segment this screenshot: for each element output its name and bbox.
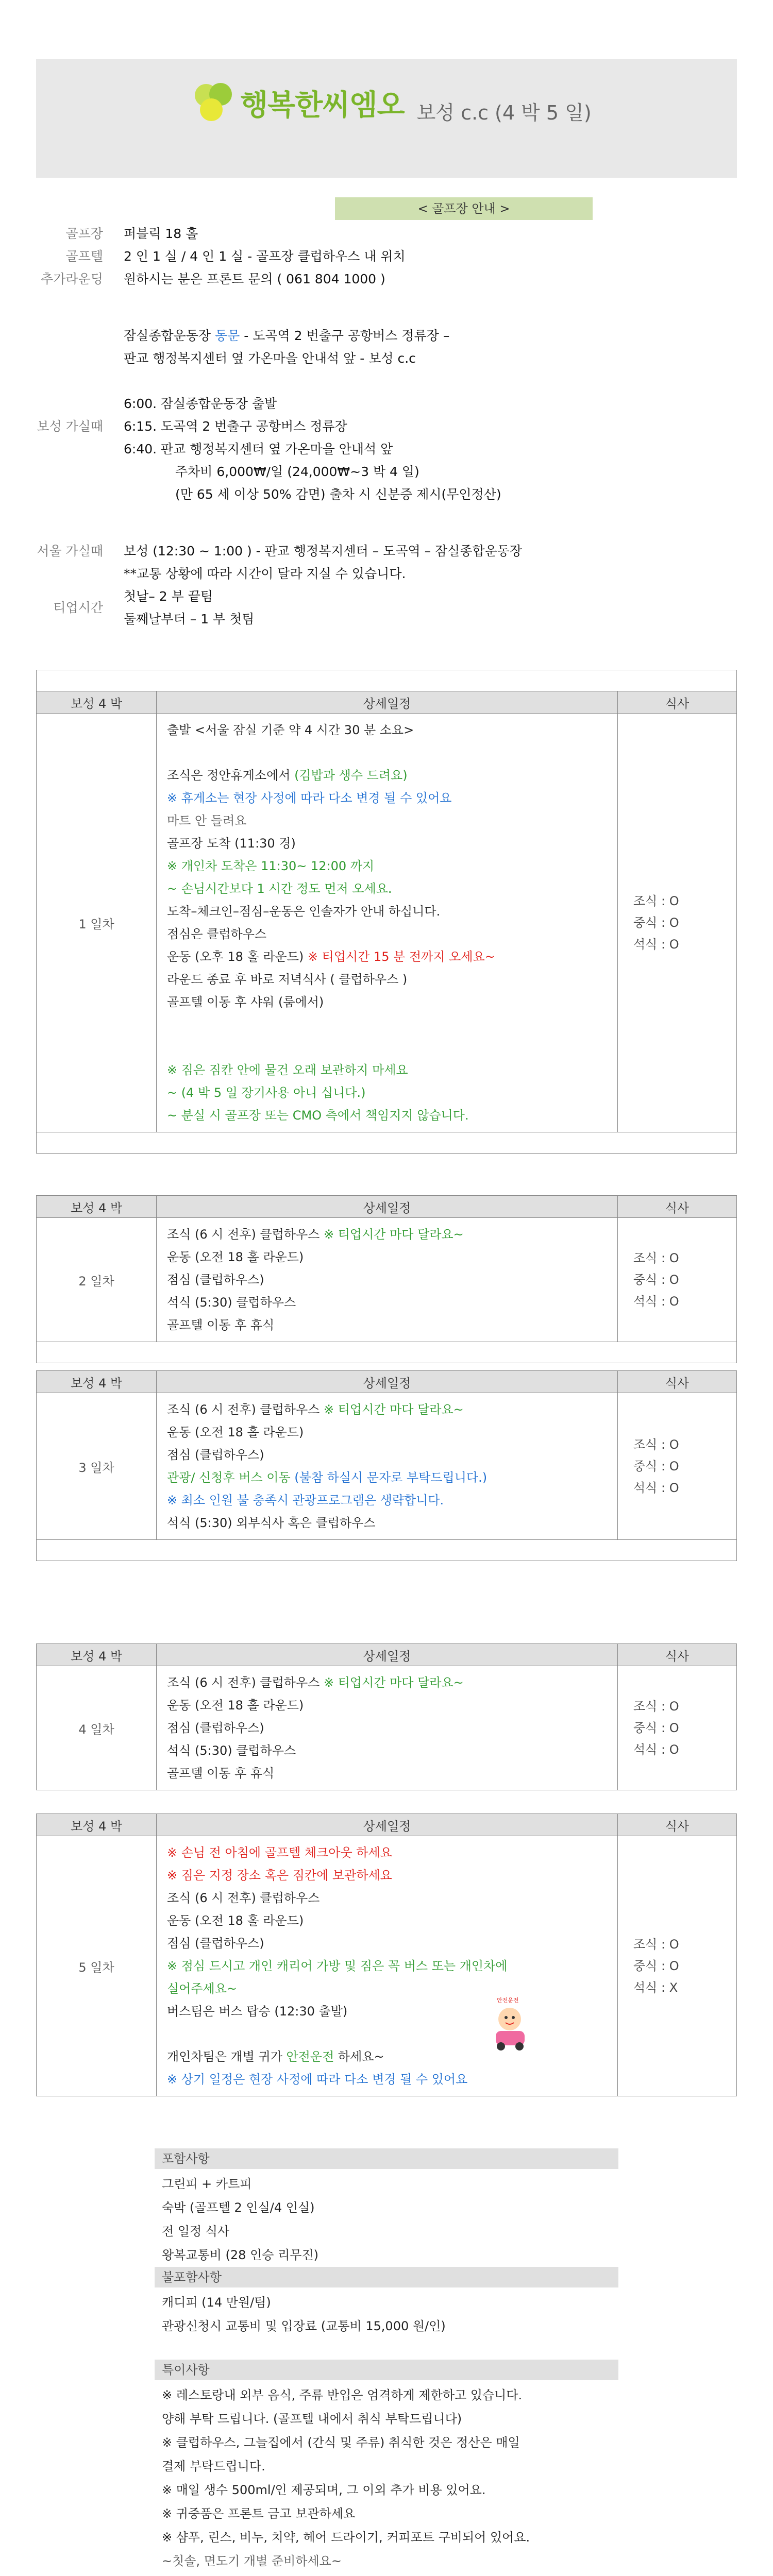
schedule-day3: 보성 4 박 상세일정 식사 3 일차 조식 (6 시 전후) 클럽하우스 ※ 티업시간 마다 달라요~ 운동 (오전 18 홀 라운드) 점심 (클럽하우스) 관광/ 신청후 버스 이동 (불참 하실시 문자로 부탁드립니다.) ※ 최소 인원 불 충족시 관광프로그램은 생략합니다. 석식 (5:30) 외부식사 혹은 클럽하우스 조식 : O 중식 : O 석식 : O xyxy=(36,1370,737,1561)
return-line-2: **교통 상황에 따라 시간이 달라 지실 수 있습니다. xyxy=(124,566,406,581)
bus-route-line-1: 잠실종합운동장 동문 - 도곡역 2 번출구 공항버스 정류장 – xyxy=(124,328,450,343)
bus-time-3: 6:40. 판교 행정복지센터 옆 가온마을 안내석 앞 xyxy=(124,442,393,456)
info-extra-round: 추가라운딩 원하시는 분은 프론트 문의 ( 061 804 1000 ) xyxy=(41,272,385,286)
day-label: 2 일차 xyxy=(37,1218,157,1342)
excluded-box: 불포함사항 캐디피 (14 만원/팀) 관광신청시 교통비 및 입장료 (교통비 15,000 원/인) xyxy=(155,2267,618,2341)
included-title: 포함사항 xyxy=(155,2148,618,2169)
parking-fee: 주차비 6,000₩/일 (24,000₩~3 박 4 일) xyxy=(175,464,419,479)
day-label: 3 일차 xyxy=(37,1393,157,1540)
day-plan: ※ 손님 전 아침에 골프텔 체크아웃 하세요 ※ 짐은 지정 장소 혹은 짐칸에 보관하세요 조식 (6 시 전후) 클럽하우스 운동 (오전 18 홀 라운드) 점심 (클럽하우스) ※ 점심 드시고 개인 캐리어 가방 및 짐은 꼭 버스 또는 개인차에 실어주세요~ 버스팀은 버스 탑승 (12:30 출발) 개인차팀은 개별 귀가 안전운전 하세요~ ※ 상기 일정은 현장 사정에 따라 다소 변경 될 수 있어요 안전운전 xyxy=(157,1836,618,2096)
bus-time-2: 보성 가실때 6:15. 도곡역 2 번출구 공항버스 정류장 xyxy=(37,419,347,434)
info-golftel: 골프텔 2 인 1 실 / 4 인 1 실 - 골프장 클럽하우스 내 위치 xyxy=(65,249,406,264)
tee-line-1: 첫날– 2 부 끝팀 xyxy=(124,589,213,604)
schedule-day5: 보성 4 박 상세일정 식사 5 일차 ※ 손님 전 아침에 골프텔 체크아웃 하세요 ※ 짐은 지정 장소 혹은 짐칸에 보관하세요 조식 (6 시 전후) 클럽하우스 운동 (오전 18 홀 라운드) 점심 (클럽하우스) ※ 점심 드시고 개인 캐리어 가방 및 짐은 꼭 버스 또는 개인차에 실어주세요~ 버스팀은 버스 탑승 (12:30 출발) 개인차팀은 개별 귀가 안전운전 하세요~ ※ 상기 일정은 현장 사정에 따라 다소 변경 될 수 있어요 안전운전 조식 : O 중식 : O 석식 : X xyxy=(36,1814,737,2096)
schedule-day4: 보성 4 박 상세일정 식사 4 일차 조식 (6 시 전후) 클럽하우스 ※ 티업시간 마다 달라요~ 운동 (오전 18 홀 라운드) 점심 (클럽하우스) 석식 (5:30) 클럽하우스 골프텔 이동 후 휴식 조식 : O 중식 : O 석식 : O xyxy=(36,1643,737,1790)
notes-box: 특이사항 ※ 레스토랑내 외부 음식, 주류 반입은 엄격하게 제한하고 있습니다. 양해 부탁 드립니다. (골프텔 내에서 취식 부탁드립니다) ※ 클럽하우스, 그늘집에서 (간식 및 주류) 취식한 것은 정산은 매일 결제 부탁드립니다. ※ 매일 생수 500ml/인 제공되며, 그 이외 추가 비용 있어요. ※ 귀중품은 프론트 금고 보관하세요 ※ 샴푸, 린스, 비누, 치약, 헤어 드라이기, 커피포트 구비되어 있어요. ~칫솔, 면도기 개별 준비하세요~ xyxy=(155,2360,618,2576)
excluded-title: 불포함사항 xyxy=(155,2267,618,2287)
sticker-text: 안전운전 xyxy=(497,1997,519,2004)
schedule-day1: 보성 4 박 상세일정 식사 1 일차 출발 <서울 잠실 기준 약 4 시간 30 분 소요> 조식은 정안휴게소에서 (김밥과 생수 드려요) ※ 휴게소는 현장 사정에 따라 다소 변경 될 수 있어요 마트 안 들려요 골프장 도착 (11:30 경) ※ 개인차 도착은 11:30~ 12:00 까지 ~ 손님시간보다 1 시간 정도 먼저 오세요. 도착–체크인–점심–운동은 인솔자가 안내 하십니다. 점심은 클럽하우스 운동 (오후 18 홀 라운드) ※ 티업시간 15 분 전까지 오세요~ 라운드 종료 후 바로 저녁식사 ( 클럽하우스 ) 골프텔 이동 후 샤워 (룸에서) ※ 짐은 짐칸 안에 물건 오래 보관하지 마세요 ~ (4 박 5 일 장기사용 아니 십니다.) ~ 분실 시 골프장 또는 CMO 측에서 책임지지 않습니다. 조식 : O 중식 : O 석식 : O xyxy=(36,670,737,1154)
clover-icon xyxy=(191,80,237,126)
page-title: 보성 c.c (4 박 5 일) xyxy=(416,101,592,124)
meal-info: 조식 : O 중식 : O 석식 : X xyxy=(618,1836,737,2096)
brand-logo xyxy=(191,80,592,126)
safe-driving-sticker xyxy=(486,1996,533,2053)
schedule-day2: 보성 4 박 상세일정 식사 2 일차 조식 (6 시 전후) 클럽하우스 ※ 티업시간 마다 달라요~ 운동 (오전 18 홀 라운드) 점심 (클럽하우스) 석식 (5:30) 클럽하우스 골프텔 이동 후 휴식 조식 : O 중식 : O 석식 : O xyxy=(36,1195,737,1363)
day-label: 4 일차 xyxy=(37,1666,157,1790)
meal-info: 조식 : O 중식 : O 석식 : O xyxy=(618,714,737,1132)
meal-info: 조식 : O 중식 : O 석식 : O xyxy=(618,1393,737,1540)
day-plan: 조식 (6 시 전후) 클럽하우스 ※ 티업시간 마다 달라요~ 운동 (오전 18 홀 라운드) 점심 (클럽하우스) 석식 (5:30) 클럽하우스 골프텔 이동 후 휴식 xyxy=(157,1666,618,1790)
return-line-1: 서울 가실때 보성 (12:30 ~ 1:00 ) - 판교 행정복지센터 – 도곡역 – 잠실종합운동장 xyxy=(37,544,523,558)
day-plan: 출발 <서울 잠실 기준 약 4 시간 30 분 소요> 조식은 정안휴게소에서 (김밥과 생수 드려요) ※ 휴게소는 현장 사정에 따라 다소 변경 될 수 있어요 마트 안 들려요 골프장 도착 (11:30 경) ※ 개인차 도착은 11:30~ 12:00 까지 ~ 손님시간보다 1 시간 정도 먼저 오세요. 도착–체크인–점심–운동은 인솔자가 안내 하십니다. 점심은 클럽하우스 운동 (오후 18 홀 라운드) ※ 티업시간 15 분 전까지 오세요~ 라운드 종료 후 바로 저녁식사 ( 클럽하우스 ) 골프텔 이동 후 샤워 (룸에서) ※ 짐은 짐칸 안에 물건 오래 보관하지 마세요 ~ (4 박 5 일 장기사용 아니 십니다.) ~ 분실 시 골프장 또는 CMO 측에서 책임지지 않습니다. xyxy=(157,714,618,1132)
day-plan: 조식 (6 시 전후) 클럽하우스 ※ 티업시간 마다 달라요~ 운동 (오전 18 홀 라운드) 점심 (클럽하우스) 석식 (5:30) 클럽하우스 골프텔 이동 후 휴식 xyxy=(157,1218,618,1342)
meal-info: 조식 : O 중식 : O 석식 : O xyxy=(618,1666,737,1790)
included-box: 포함사항 그린피 + 카트피 숙박 (골프텔 2 인실/4 인실) 전 일정 식사 왕복교통비 (28 인승 리무진) xyxy=(155,2148,618,2270)
day-plan: 조식 (6 시 전후) 클럽하우스 ※ 티업시간 마다 달라요~ 운동 (오전 18 홀 라운드) 점심 (클럽하우스) 관광/ 신청후 버스 이동 (불참 하실시 문자로 부탁드립니다.) ※ 최소 인원 불 충족시 관광프로그램은 생략합니다. 석식 (5:30) 외부식사 혹은 클럽하우스 xyxy=(157,1393,618,1540)
info-course: 골프장 퍼블릭 18 홀 xyxy=(65,226,198,241)
meal-info: 조식 : O 중식 : O 석식 : O xyxy=(618,1218,737,1342)
header-banner xyxy=(36,59,737,178)
golf-info-label: < 골프장 안내 > xyxy=(335,197,593,220)
brand-name: 행복한씨엠오 xyxy=(240,89,405,122)
parking-discount: (만 65 세 이상 50% 감면) 출차 시 신분증 제시(무인정산) xyxy=(175,487,501,502)
bus-route-line-2: 판교 행정복지센터 옆 가온마을 안내석 앞 - 보성 c.c xyxy=(124,351,416,366)
day-label: 5 일차 xyxy=(37,1836,157,2096)
notes-title: 특이사항 xyxy=(155,2360,618,2380)
tee-line-2: 티업시간 둘째날부터 – 1 부 첫팀 xyxy=(53,600,255,626)
bus-time-1: 6:00. 잠실종합운동장 출발 xyxy=(124,396,277,411)
day-label: 1 일차 xyxy=(37,714,157,1132)
